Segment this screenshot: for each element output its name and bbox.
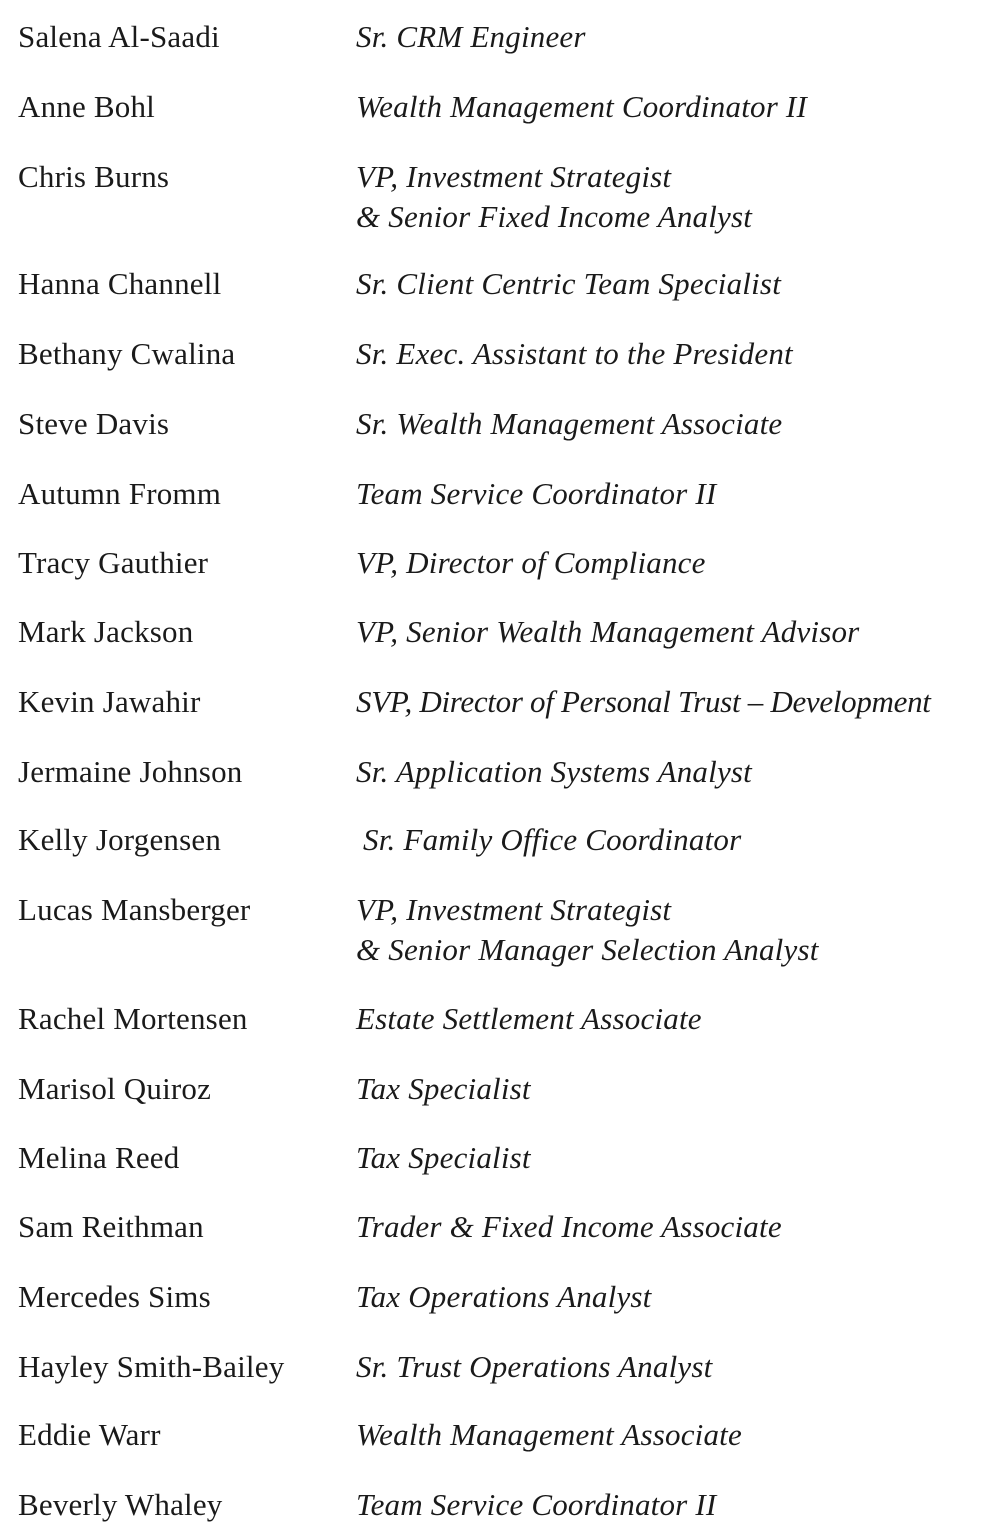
staff-name: Tracy Gauthier xyxy=(18,545,209,580)
staff-name: Autumn Fromm xyxy=(18,476,222,511)
staff-name: Melina Reed xyxy=(18,1140,180,1175)
staff-title-line: Wealth Management Associate xyxy=(356,1417,742,1452)
staff-title-line: Tax Operations Analyst xyxy=(356,1279,652,1314)
staff-name: Lucas Mansberger xyxy=(18,892,251,927)
staff-name: Jermaine Johnson xyxy=(18,754,243,789)
staff-title-line: Wealth Management Coordinator II xyxy=(356,89,807,124)
staff-title-line: SVP, Director of Personal Trust – Development xyxy=(356,684,931,719)
staff-name: Chris Burns xyxy=(18,159,170,194)
staff-title-line: Sr. Application Systems Analyst xyxy=(356,754,752,789)
staff-title-line: Team Service Coordinator II xyxy=(356,1487,717,1522)
staff-name: Sam Reithman xyxy=(18,1209,204,1244)
staff-name: Anne Bohl xyxy=(18,89,155,124)
staff-name: Marisol Quiroz xyxy=(18,1071,212,1106)
staff-title-line: Tax Specialist xyxy=(356,1140,531,1175)
staff-title-line: Sr. Family Office Coordinator xyxy=(363,822,742,857)
staff-title-line: Tax Specialist xyxy=(356,1071,531,1106)
staff-title xyxy=(356,1069,531,1109)
staff-title xyxy=(356,999,702,1039)
staff-name: Kelly Jorgensen xyxy=(18,822,222,857)
staff-name: Eddie Warr xyxy=(18,1417,161,1452)
staff-title xyxy=(356,334,793,374)
staff-title xyxy=(356,157,752,237)
staff-title xyxy=(356,1415,742,1455)
staff-title-line: VP, Director of Compliance xyxy=(356,545,706,580)
staff-title xyxy=(356,1485,716,1525)
staff-name: Hayley Smith-Bailey xyxy=(18,1349,285,1384)
staff-name: Salena Al-Saadi xyxy=(18,19,220,54)
staff-title xyxy=(356,543,706,583)
staff-title xyxy=(356,1207,782,1247)
staff-title-line: & Senior Fixed Income Analyst xyxy=(356,199,753,234)
staff-title xyxy=(356,17,586,57)
staff-title-line: & Senior Manager Selection Analyst xyxy=(356,932,819,967)
staff-title-line: Sr. Trust Operations Analyst xyxy=(356,1349,713,1384)
staff-title-line: Sr. Client Centric Team Specialist xyxy=(356,266,782,301)
staff-title-line: VP, Investment Strategist xyxy=(356,892,672,927)
staff-title xyxy=(356,612,859,652)
staff-title xyxy=(356,264,781,304)
staff-name: Bethany Cwalina xyxy=(18,336,236,371)
staff-title xyxy=(356,1347,712,1387)
staff-title-line: Sr. Wealth Management Associate xyxy=(356,406,783,441)
staff-title-line: VP, Senior Wealth Management Advisor xyxy=(356,614,860,649)
staff-name: Kevin Jawahir xyxy=(18,684,201,719)
staff-title xyxy=(356,404,782,444)
staff-title xyxy=(356,1277,651,1317)
staff-title-line: VP, Investment Strategist xyxy=(356,159,672,194)
staff-title xyxy=(356,474,716,514)
staff-title-line: Estate Settlement Associate xyxy=(356,1001,702,1036)
staff-title xyxy=(356,1138,531,1178)
staff-name: Mercedes Sims xyxy=(18,1279,211,1314)
staff-title-line: Trader & Fixed Income Associate xyxy=(356,1209,782,1244)
staff-name: Steve Davis xyxy=(18,406,170,441)
staff-title-line: Sr. CRM Engineer xyxy=(356,19,586,54)
staff-title xyxy=(363,820,741,860)
staff-title xyxy=(356,752,752,792)
staff-title xyxy=(356,87,807,127)
staff-title-line: Sr. Exec. Assistant to the President xyxy=(356,336,793,371)
staff-name: Hanna Channell xyxy=(18,266,222,301)
staff-title-line: Team Service Coordinator II xyxy=(356,476,717,511)
staff-name: Rachel Mortensen xyxy=(18,1001,248,1036)
staff-name: Beverly Whaley xyxy=(18,1487,223,1522)
staff-title xyxy=(356,682,931,722)
staff-title xyxy=(356,890,819,970)
staff-name: Mark Jackson xyxy=(18,614,194,649)
